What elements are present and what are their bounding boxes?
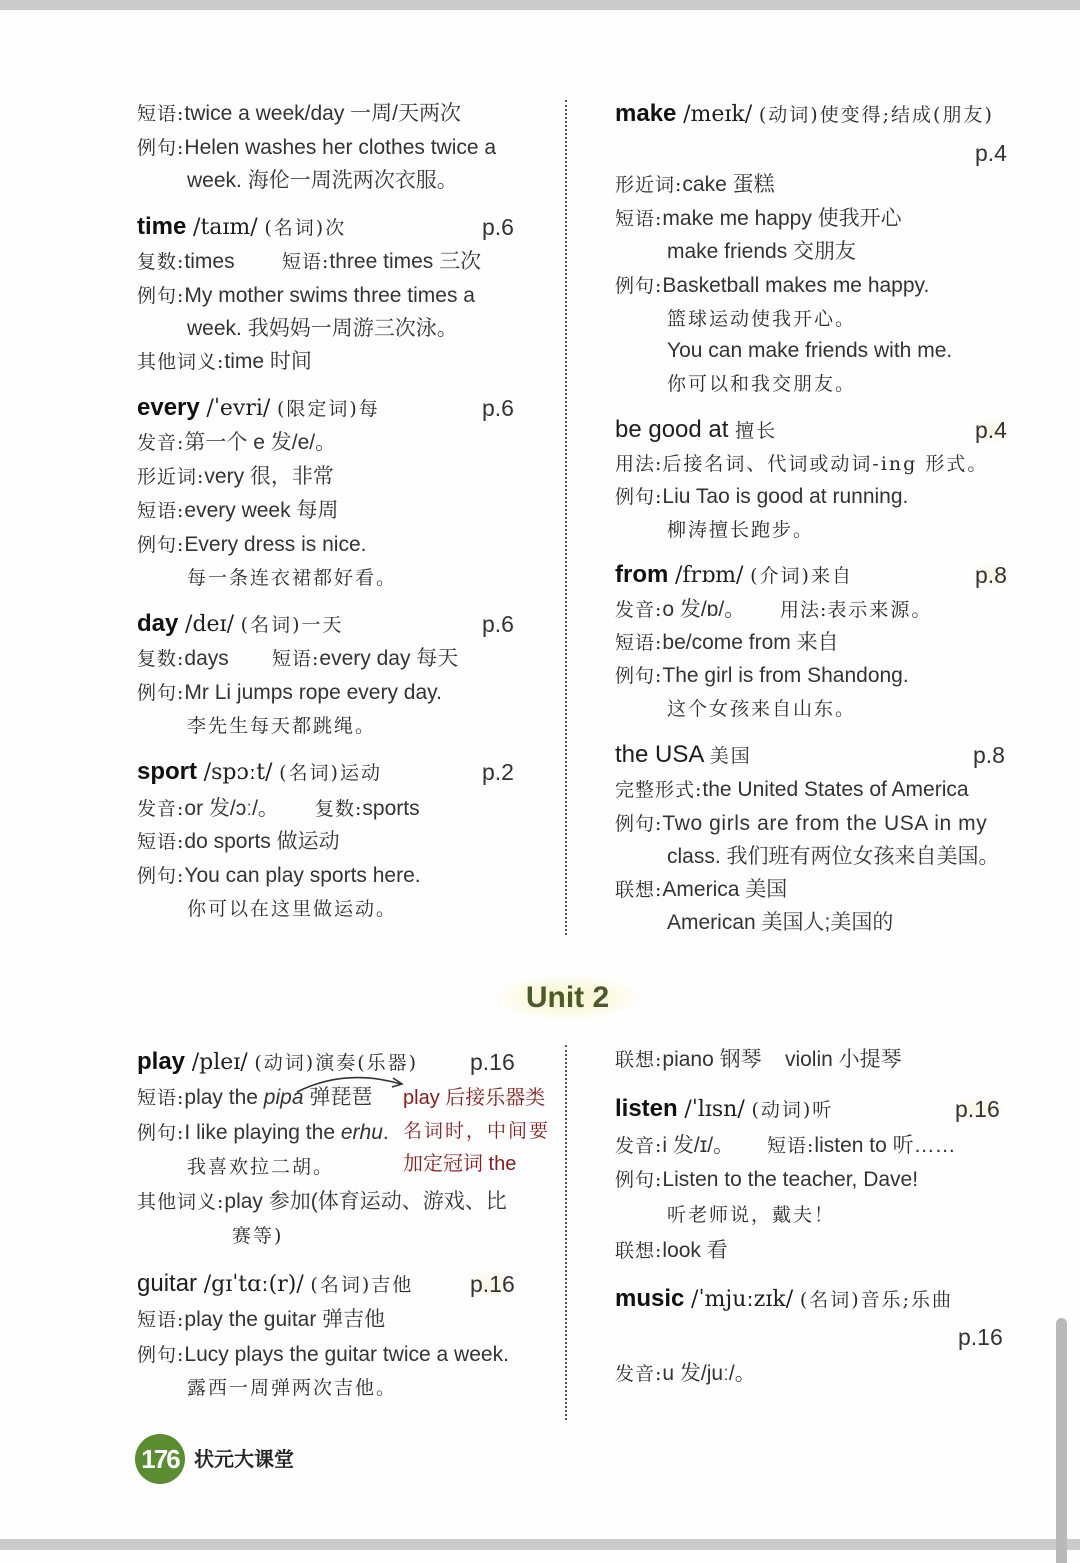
phonetic: /frɒm/ [675,563,744,588]
example-italic: erhu [340,1121,383,1144]
column-divider-bottom [565,1045,567,1420]
headword: sport [137,758,197,785]
phrase-text-post: 弹琵琶 [303,1086,373,1109]
phrase-label: 短语: [615,632,663,654]
example-translation: 李先生每天都跳绳。 [187,715,377,737]
part-of-speech: (名词)次 [264,217,347,239]
phonetic: /pleɪ/ [191,1050,248,1075]
pronunciation-label: 发音: [615,1363,663,1385]
example-translation: 露西一周弹两次吉他。 [187,1377,398,1399]
association-text: America 美国 [662,878,788,901]
part-of-speech: (动词)使变得;结成(朋友) [758,104,994,126]
plural-text: days [184,647,229,670]
example-label: 例句: [137,534,185,556]
phonetic: /ˈmjuːzɪk/ [691,1287,794,1312]
unit-heading: Unit 2 [495,975,640,1020]
page-reference: p.16 [465,1271,520,1298]
example-translation: 每一条连衣裙都好看。 [187,567,398,589]
headword: day [137,610,179,637]
phrase-text: be/come from 来自 [662,631,839,654]
other-meaning-text: time 时间 [224,350,312,373]
phrase-label: 短语: [767,1135,815,1157]
phrase-text: twice a week/day 一周/天两次 [184,102,461,125]
example-text: Helen washes her clothes twice a [184,136,497,159]
page-reference: p.16 [950,1096,1005,1123]
plural-label: 复数: [137,648,185,670]
association-label: 联想: [615,1049,663,1071]
page-number-badge: 176 [135,1434,185,1484]
plural-text: times [184,250,235,273]
part-of-speech: (名词)一天 [240,614,344,636]
page-reference: p.2 [482,759,514,785]
pronunciation-text: i 发/ɪ/。 [662,1134,735,1157]
example-translation: 这个女孩来自山东。 [667,698,857,720]
phrase-text-2: make friends 交朋友 [667,240,857,263]
part-of-speech: (名词)音乐;乐曲 [799,1289,954,1311]
example-translation: 柳涛擅长跑步。 [667,519,815,541]
other-meaning-label: 其他词义: [137,1191,225,1213]
full-form-text: the United States of America [702,778,969,801]
column-divider-top [565,100,567,935]
similar-word-text: cake 蛋糕 [682,173,775,196]
example-text: Two girls are from the USA in my [662,812,988,835]
page-reference: p.6 [482,214,514,240]
phonetic: /gɪˈtɑː(r)/ [203,1272,304,1297]
other-meaning-text: play 参加(体育运动、游戏、比 [224,1190,507,1213]
headword: be good at [615,416,729,443]
brand-name: 状元大课堂 [194,1449,294,1471]
phrase-text: make me happy 使我开心 [662,207,902,230]
example-label: 例句: [137,682,185,704]
page-reference: p.6 [482,611,514,637]
phrase-text: play the guitar 弹吉他 [184,1308,386,1331]
phrase-label: 短语: [137,500,185,522]
page-reference: p.8 [970,562,1012,589]
phrase-text: play the [184,1086,264,1109]
phrase-text: do sports 做运动 [184,830,340,853]
similar-word-text: very 很，非常 [204,465,334,488]
example-text-post: . [382,1121,389,1144]
example-text: You can play sports here. [184,864,421,887]
headword: every [137,394,200,421]
other-meaning-label: 其他词义: [137,351,225,373]
example-label: 例句: [615,486,663,508]
phrase-italic: pipa [263,1086,304,1109]
meaning: 美国 [709,745,752,767]
meaning: 擅长 [735,420,778,442]
phrase-label: 短语: [282,251,330,273]
headword: the USA [615,741,704,768]
page-reference: p.16 [958,1324,1003,1350]
headword: play [137,1048,186,1075]
similar-word-label: 形近词: [615,174,683,196]
phonetic: /ˈevri/ [206,396,271,421]
association-text: look 看 [662,1239,728,1262]
plural-text: sports [362,797,420,820]
bottom-bar [0,1539,1080,1550]
phrase-label: 短语: [615,208,663,230]
right-column-bottom [615,0,1010,1420]
headword: listen [615,1095,678,1122]
page-reference: p.6 [482,395,514,421]
example-label: 例句: [137,1344,185,1366]
example-label: 例句: [137,1122,185,1144]
pronunciation-text: u 发/juː/。 [662,1362,756,1385]
pronunciation-text: o 发/ɒ/。 [662,598,746,621]
handwritten-note-line-2: 名词时，中间要 [403,1120,551,1142]
handwritten-note-line-3: 加定冠词 the [403,1153,517,1175]
vertical-scrollbar[interactable] [1056,1318,1067,1563]
phrase-text: listen to 听…… [814,1134,956,1157]
headword: make [615,100,677,127]
example-text: Basketball makes me happy. [662,274,930,297]
annotation-arrow-icon [295,1072,407,1094]
phrase-text: three times 三次 [329,250,482,273]
example-label: 例句: [615,275,663,297]
phonetic: /ˈlɪsn/ [684,1097,745,1122]
pronunciation-label: 发音: [137,432,185,454]
example-text-continued: class. 我们班有两位女孩来自美国。 [667,845,1000,868]
example-translation: 我喜欢拉二胡。 [187,1156,335,1178]
example-text: Listen to the teacher, Dave! [662,1168,919,1191]
example-text: The girl is from Shandong. [662,664,909,687]
phonetic: /taɪm/ [193,215,258,240]
part-of-speech: (介词)来自 [750,565,853,587]
phrase-label: 短语: [137,1309,185,1331]
usage-label: 用法: [780,599,828,621]
example-text: Every dress is nice. [184,533,367,556]
phrase-label: 短语: [137,103,185,125]
pronunciation-label: 发音: [137,798,185,820]
headword: from [615,561,669,588]
phrase-text: every week 每周 [184,499,339,522]
example-translation: 篮球运动使我开心。 [667,308,857,330]
example-text: Liu Tao is good at running. [662,485,909,508]
usage-text: 后接名词、代词或动词-ing 形式。 [662,453,989,475]
example-text: My mother swims three times a [184,284,475,307]
example-text: I like playing the [184,1121,341,1144]
pronunciation-label: 发音: [615,1135,663,1157]
headword: guitar [137,1270,198,1297]
full-form-label: 完整形式: [615,779,703,801]
handwritten-note-line-1: play 后接乐器类 [403,1087,546,1109]
example-label: 例句: [615,665,663,687]
pronunciation-text: or 发/ɔː/。 [184,797,279,820]
example-label: 例句: [137,137,185,159]
part-of-speech: (限定词)每 [276,398,380,420]
plural-label: 复数: [315,798,363,820]
example-text: Mr Li jumps rope every day. [184,681,442,704]
phrase-text: every day 每天 [319,647,459,670]
example-translation-2: 你可以和我交朋友。 [667,373,857,395]
pronunciation-text: 第一个 e 发/e/。 [184,431,337,454]
example-label: 例句: [615,1169,663,1191]
phrase-label: 短语: [137,1087,185,1109]
plural-label: 复数: [137,251,185,273]
example-translation: 你可以在这里做运动。 [187,898,398,920]
example-label: 例句: [137,865,185,887]
headword: music [615,1285,685,1312]
association-label: 联想: [615,1240,663,1262]
phrase-label: 短语: [137,831,185,853]
example-translation: 听老师说，戴夫！ [667,1204,836,1226]
headword: time [137,213,187,240]
association-text: piano 钢琴 violin 小提琴 [662,1048,902,1071]
phonetic: /meɪk/ [683,102,753,127]
pronunciation-label: 发音: [615,599,663,621]
page-reference: p.8 [973,742,1005,768]
other-meaning-text-continued: 赛等) [232,1225,284,1247]
example-text-continued: week. 我妈妈一周游三次泳。 [187,317,458,340]
example-text-2: You can make friends with me. [667,339,953,362]
example-text: Lucy plays the guitar twice a week. [184,1343,509,1366]
usage-text: 表示来源。 [827,599,933,621]
phonetic: /spɔːt/ [203,760,273,785]
similar-word-label: 形近词: [137,466,205,488]
page-reference: p.4 [970,417,1012,444]
page-reference: p.4 [975,140,1007,166]
association-text-2: American 美国人;美国的 [667,911,894,934]
part-of-speech: (名词)吉他 [310,1274,414,1296]
association-label: 联想: [615,879,663,901]
phonetic: /deɪ/ [185,612,234,637]
example-label: 例句: [137,285,185,307]
page-reference: p.16 [470,1049,515,1075]
part-of-speech: (动词)听 [751,1099,834,1121]
example-text-continued: week. 海伦一周洗两次衣服。 [187,169,458,192]
left-column-bottom [137,0,551,1420]
part-of-speech: (名词)运动 [279,762,382,784]
phrase-label: 短语: [272,648,320,670]
usage-label: 用法: [615,453,663,475]
example-label: 例句: [615,813,663,835]
part-of-speech: (动词)演奏(乐器) [254,1052,419,1074]
